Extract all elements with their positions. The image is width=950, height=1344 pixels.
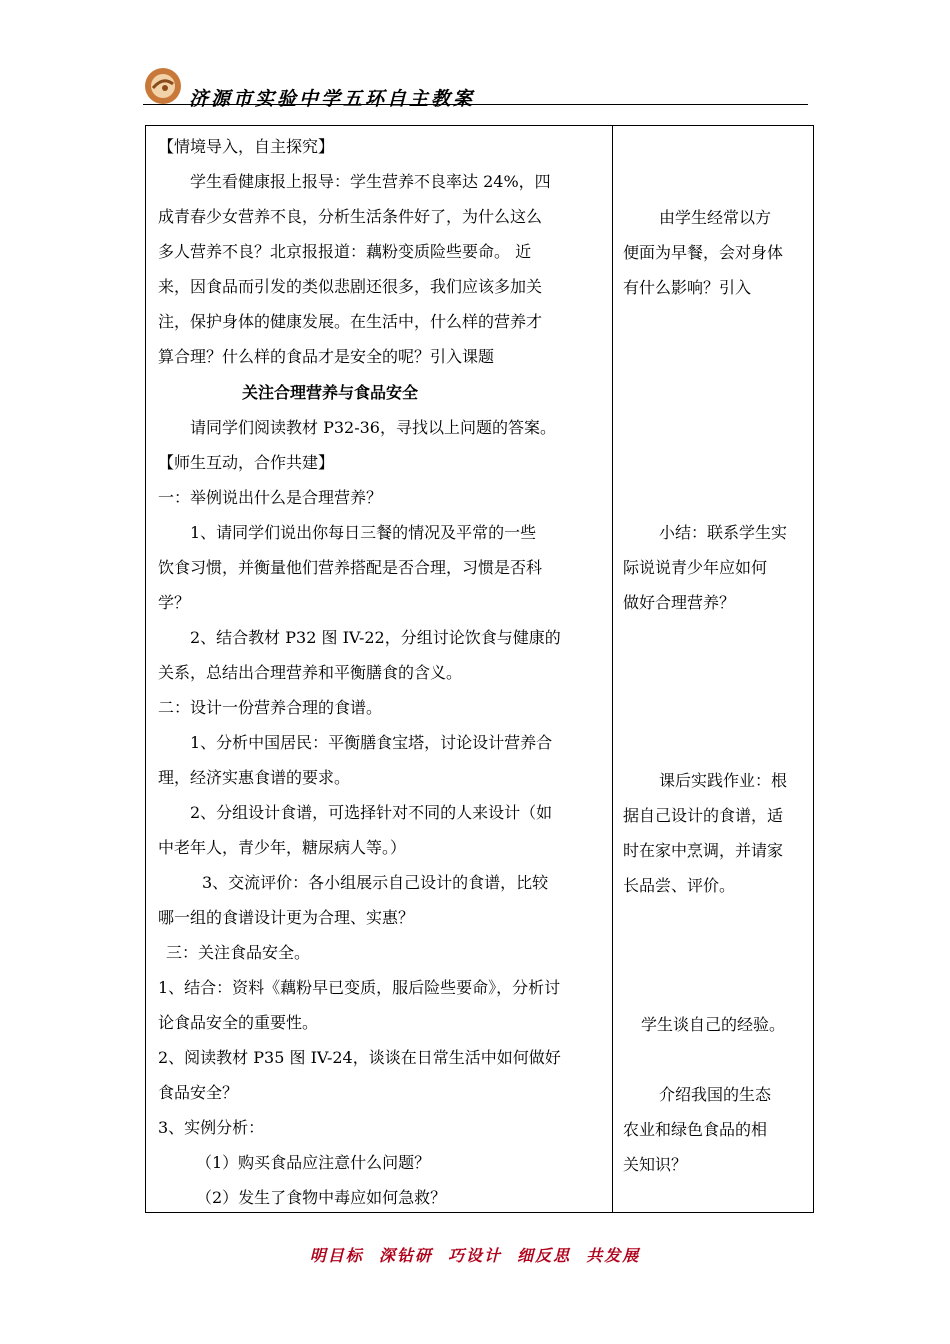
paragraph-line: 2、结合教材 P32 图 IV-22，分组讨论饮食与健康的: [190, 628, 561, 647]
paragraph-line: 注，保护身体的健康发展。在生活中，什么样的营养才: [158, 312, 543, 331]
note-line: 长品尝、评价。: [623, 876, 736, 895]
paragraph-line: 1、结合：资料《藕粉早已变质，服后险些要命》，分析讨: [158, 978, 561, 997]
paragraph-line: 成青春少女营养不良，分析生活条件好了，为什么这么: [158, 207, 543, 226]
note-line: 学生谈自己的经验。: [641, 1015, 786, 1034]
paragraph-line: 1、分析中国居民：平衡膳食宝塔，讨论设计营养合: [190, 733, 553, 752]
subsection-heading: 一：举例说出什么是合理营养？: [158, 488, 383, 507]
paragraph-line: 食品安全？: [158, 1083, 239, 1102]
lesson-title: 关注合理营养与食品安全: [242, 383, 419, 402]
paragraph-line: 中老年人，青少年，糖尿病人等。）: [158, 838, 407, 857]
column-divider: [612, 126, 613, 1212]
note-line: 农业和绿色食品的相: [623, 1120, 768, 1139]
note-line: 时在家中烹调，并请家: [623, 841, 784, 860]
paragraph-line: 1、请同学们说出你每日三餐的情况及平常的一些: [190, 523, 537, 542]
paragraph-line: 3、交流评价：各小组展示自己设计的食谱，比较: [202, 873, 549, 892]
paragraph-line: 多人营养不良？北京报报道：藕粉变质险些要命。 近: [158, 242, 532, 261]
note-line: 有什么影响？引入: [623, 278, 752, 297]
note-line: 介绍我国的生态: [659, 1085, 772, 1104]
paragraph-line: 哪一组的食谱设计更为合理、实惠？: [158, 908, 415, 927]
note-line: 课后实践作业：根: [659, 771, 788, 790]
school-logo-icon: [143, 66, 183, 106]
paragraph-line: 饮食习惯，并衡量他们营养搭配是否合理，习惯是否科: [158, 558, 543, 577]
paragraph-line: 来，因食品而引发的类似悲剧还很多，我们应该多加关: [158, 277, 543, 296]
subsection-heading: 二：设计一份营养合理的食谱。: [158, 698, 383, 717]
paragraph-line: 请同学们阅读教材 P32-36，寻找以上问题的答案。: [190, 418, 556, 437]
note-line: 由学生经常以方: [659, 208, 772, 227]
note-line: 小结：联系学生实: [659, 523, 788, 542]
paragraph-line: 学生看健康报上报导：学生营养不良率达 24%，四: [190, 172, 551, 191]
section-heading-intro: 【情境导入，自主探究】: [158, 137, 335, 156]
note-line: 便面为早餐，会对身体: [623, 243, 784, 262]
section-heading-interaction: 【师生互动，合作共建】: [158, 453, 335, 472]
lesson-plan-table: [145, 125, 814, 1213]
paragraph-line: （1）购买食品应注意什么问题？: [196, 1153, 431, 1172]
note-line: 据自己设计的食谱，适: [623, 806, 784, 825]
note-line: 关知识？: [623, 1155, 688, 1174]
footer-motto: 明目标 深钻研 巧设计 细反思 共发展: [309, 1246, 641, 1265]
header-rule: [143, 104, 808, 105]
subsection-heading: 三：关注食品安全。: [166, 943, 311, 962]
paragraph-line: 算合理？什么样的食品才是安全的呢？引入课题: [158, 347, 495, 366]
school-name: 济源市实验中学五环自主教案: [189, 88, 476, 110]
paragraph-line: （2）发生了食物中毒应如何急救？: [196, 1188, 447, 1207]
note-line: 际说说青少年应如何: [623, 558, 768, 577]
paragraph-line: 3、实例分析：: [158, 1118, 265, 1137]
paragraph-line: 理，经济实惠食谱的要求。: [158, 768, 351, 787]
paragraph-line: 2、分组设计食谱，可选择针对不同的人来设计（如: [190, 803, 553, 822]
paragraph-line: 学？: [158, 593, 191, 612]
note-line: 做好合理营养？: [623, 593, 736, 612]
paragraph-line: 2、阅读教材 P35 图 IV-24，谈谈在日常生活中如何做好: [158, 1048, 561, 1067]
page-header: [143, 66, 808, 108]
paragraph-line: 论食品安全的重要性。: [158, 1013, 319, 1032]
paragraph-line: 关系，总结出合理营养和平衡膳食的含义。: [158, 663, 463, 682]
